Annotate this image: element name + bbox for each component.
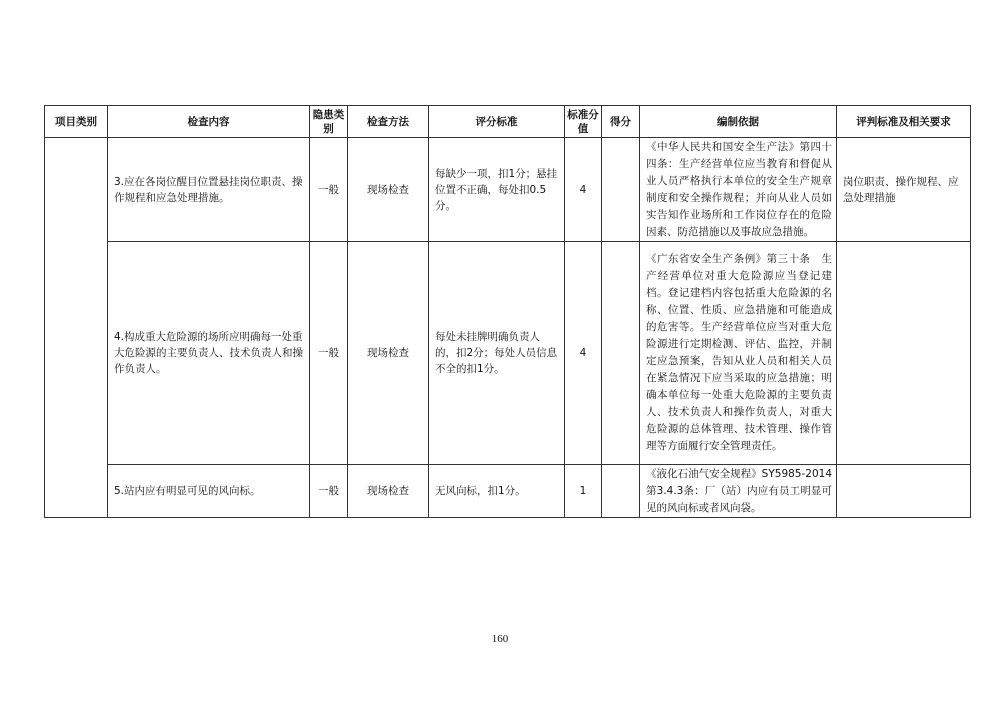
header-method: 检查方法	[348, 106, 429, 138]
table-row	[45, 242, 971, 465]
method-cell: 现场检查	[348, 138, 429, 242]
header-content: 检查内容	[108, 106, 310, 138]
score-cell: 4	[565, 138, 602, 242]
basis-cell: 《液化石油气安全规程》SY5985-2014第3.4.3条：厂（站）内应有员工明显可见的风向标或者风向袋。	[640, 465, 837, 518]
content-cell: 4.构成重大危险源的场所应明确每一处重大危险源的主要负责人、技术负责人和操作负责人。	[108, 242, 310, 465]
basis-cell: 《中华人民共和国安全生产法》第四十四条：生产经营单位应当教育和督促从业人员严格执行本单位的安全生产规章制度和安全操作规程；并向从业人员如实告知作业场所和工作岗位存在的危险因素、防范措施以及事故应急措施。	[640, 138, 837, 242]
content-cell: 5.站内应有明显可见的风向标。	[108, 465, 310, 518]
score-cell: 4	[565, 242, 602, 465]
category-cell	[45, 138, 108, 518]
header-requirements: 评判标准及相关要求	[837, 106, 971, 138]
requirements-cell	[837, 465, 971, 518]
header-obtained-score: 得分	[602, 106, 640, 138]
score-cell: 1	[565, 465, 602, 518]
header-standard-score: 标准分值	[565, 106, 602, 138]
hazard-type-cell: 一般	[310, 465, 348, 518]
header-basis: 编制依据	[640, 106, 837, 138]
header-scoring: 评分标准	[429, 106, 565, 138]
obtained-score-cell	[602, 465, 640, 518]
table-row	[45, 138, 971, 242]
requirements-cell	[837, 242, 971, 465]
table-header-row	[45, 106, 971, 138]
obtained-score-cell	[602, 242, 640, 465]
hazard-type-cell: 一般	[310, 138, 348, 242]
inspection-table	[44, 105, 971, 518]
scoring-cell: 每处未挂牌明确负责人的，扣2分；每处人员信息不全的扣1分。	[429, 242, 565, 465]
header-category: 项目类别	[45, 106, 108, 138]
obtained-score-cell	[602, 138, 640, 242]
page-number: 160	[491, 633, 509, 645]
scoring-cell: 无风向标，扣1分。	[429, 465, 565, 518]
basis-cell: 《广东省安全生产条例》第三十条 生产经营单位对重大危险源应当登记建档。登记建档内容包括重大危险源的名称、位置、性质、应急措施和可能造成的危害等。生产经营单位应当对重大危险源进行定期检测、评估、监控，并制定应急预案，告知从业人员和相关人员在紧急情况下应当采取的应急措施；明确本单位每一处重大危险源的主要负责人、技术负责人和操作负责人，对重大危险源的总体管理、技术管理、操作管理等方面履行安全管理责任。	[640, 242, 837, 465]
scoring-cell: 每缺少一项，扣1分；悬挂位置不正确，每处扣0.5分。	[429, 138, 565, 242]
method-cell: 现场检查	[348, 242, 429, 465]
method-cell: 现场检查	[348, 465, 429, 518]
table-row	[45, 465, 971, 518]
content-cell: 3.应在各岗位醒目位置悬挂岗位职责、操作规程和应急处理措施。	[108, 138, 310, 242]
header-hazard-type: 隐患类别	[310, 106, 348, 138]
hazard-type-cell: 一般	[310, 242, 348, 465]
requirements-cell: 岗位职责、操作规程、应急处理措施	[837, 138, 971, 242]
